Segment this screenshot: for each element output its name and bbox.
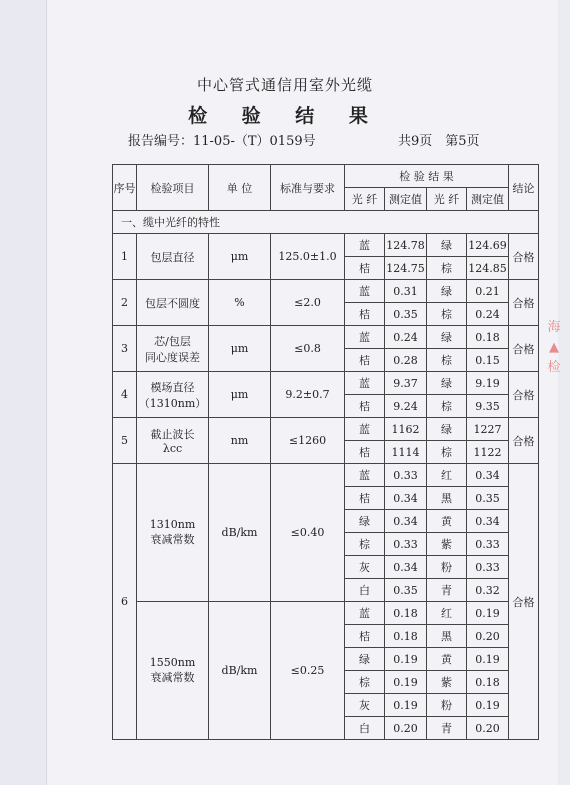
measured-value: 1227 xyxy=(467,418,509,441)
header-item: 检验项目 xyxy=(137,165,209,211)
fiber-color: 黑 xyxy=(427,487,467,510)
standard: 125.0±1.0 xyxy=(271,234,345,280)
measured-value: 0.28 xyxy=(385,349,427,372)
measured-value: 0.18 xyxy=(385,625,427,648)
header-no: 序号 xyxy=(113,165,137,211)
measured-value: 0.15 xyxy=(467,349,509,372)
measured-value: 0.18 xyxy=(467,326,509,349)
unit: nm xyxy=(209,418,271,464)
measured-value: 0.21 xyxy=(467,280,509,303)
header-standard: 标准与要求 xyxy=(271,165,345,211)
measured-value: 0.32 xyxy=(467,579,509,602)
header-unit: 单 位 xyxy=(209,165,271,211)
measured-value: 0.34 xyxy=(385,510,427,533)
fiber-color: 紫 xyxy=(427,671,467,694)
measured-value: 124.78 xyxy=(385,234,427,257)
fiber-color: 棕 xyxy=(427,441,467,464)
measured-value: 0.34 xyxy=(467,510,509,533)
fiber-color: 紫 xyxy=(427,533,467,556)
measured-value: 0.35 xyxy=(385,303,427,326)
fiber-color: 粉 xyxy=(427,694,467,717)
row-number: 6 xyxy=(113,464,137,740)
measured-value: 0.18 xyxy=(467,671,509,694)
standard: ≤1260 xyxy=(271,418,345,464)
fiber-color: 棕 xyxy=(345,671,385,694)
test-item: 包层直径 xyxy=(137,234,209,280)
header-fiber-2: 光 纤 xyxy=(427,188,467,211)
fiber-color: 白 xyxy=(345,717,385,740)
table-row xyxy=(113,234,539,257)
table-row xyxy=(113,280,539,303)
measured-value: 124.85 xyxy=(467,257,509,280)
header-fiber-1: 光 纤 xyxy=(345,188,385,211)
measured-value: 0.20 xyxy=(467,625,509,648)
conclusion: 合格 xyxy=(509,326,539,372)
fiber-color: 棕 xyxy=(427,349,467,372)
document-title: 中心管式通信用室外光缆 xyxy=(196,76,373,94)
report-number: 报告编号：11-05-（T）0159号 xyxy=(128,134,316,149)
unit: % xyxy=(209,280,271,326)
test-item: 1310nm 衰减常数 xyxy=(137,464,209,602)
fiber-color: 黑 xyxy=(427,625,467,648)
fiber-color: 蓝 xyxy=(345,418,385,441)
conclusion: 合格 xyxy=(509,234,539,280)
fiber-color: 桔 xyxy=(345,441,385,464)
fiber-color: 绿 xyxy=(427,418,467,441)
measured-value: 0.19 xyxy=(467,602,509,625)
measured-value: 9.35 xyxy=(467,395,509,418)
test-item: 芯/包层 同心度误差 xyxy=(137,326,209,372)
fiber-color: 棕 xyxy=(427,257,467,280)
stamp-seal: 海 ▲ 检 xyxy=(547,320,561,375)
test-item: 截止波长 λcc xyxy=(137,418,209,464)
measured-value: 0.35 xyxy=(467,487,509,510)
fiber-color: 桔 xyxy=(345,487,385,510)
measured-value: 9.19 xyxy=(467,372,509,395)
measured-value: 0.35 xyxy=(385,579,427,602)
test-item: 模场直径 （1310nm） xyxy=(137,372,209,418)
fiber-color: 棕 xyxy=(427,395,467,418)
fiber-color: 桔 xyxy=(345,303,385,326)
fiber-color: 红 xyxy=(427,602,467,625)
measured-value: 9.37 xyxy=(385,372,427,395)
header-value-2: 测定值 xyxy=(467,188,509,211)
measured-value: 0.19 xyxy=(467,648,509,671)
header-results: 检 验 结 果 xyxy=(345,165,509,188)
measured-value: 0.33 xyxy=(385,464,427,487)
section-title: 一、缆中光纤的特性 xyxy=(113,211,539,234)
fiber-color: 棕 xyxy=(345,533,385,556)
fiber-color: 青 xyxy=(427,717,467,740)
fiber-color: 青 xyxy=(427,579,467,602)
fiber-color: 桔 xyxy=(345,625,385,648)
measured-value: 9.24 xyxy=(385,395,427,418)
fiber-color: 绿 xyxy=(345,510,385,533)
measured-value: 0.20 xyxy=(385,717,427,740)
fiber-color: 棕 xyxy=(427,303,467,326)
fiber-color: 黄 xyxy=(427,648,467,671)
results-table xyxy=(112,164,539,740)
row-number: 1 xyxy=(113,234,137,280)
table-row xyxy=(113,372,539,395)
conclusion: 合格 xyxy=(509,464,539,740)
fiber-color: 蓝 xyxy=(345,326,385,349)
document-subtitle: 检 验 结 果 xyxy=(188,105,382,127)
fiber-color: 绿 xyxy=(427,326,467,349)
row-number: 2 xyxy=(113,280,137,326)
standard: ≤2.0 xyxy=(271,280,345,326)
measured-value: 0.20 xyxy=(467,717,509,740)
measured-value: 1114 xyxy=(385,441,427,464)
measured-value: 0.34 xyxy=(385,487,427,510)
fiber-color: 桔 xyxy=(345,349,385,372)
row-number: 5 xyxy=(113,418,137,464)
table-row xyxy=(113,464,539,487)
measured-value: 0.34 xyxy=(385,556,427,579)
row-number: 3 xyxy=(113,326,137,372)
table-row xyxy=(113,418,539,441)
standard: ≤0.8 xyxy=(271,326,345,372)
fiber-color: 灰 xyxy=(345,694,385,717)
fiber-color: 灰 xyxy=(345,556,385,579)
fiber-color: 绿 xyxy=(345,648,385,671)
measured-value: 1122 xyxy=(467,441,509,464)
header-value-1: 测定值 xyxy=(385,188,427,211)
fiber-color: 绿 xyxy=(427,234,467,257)
fiber-color: 桔 xyxy=(345,395,385,418)
measured-value: 0.19 xyxy=(385,648,427,671)
measured-value: 0.31 xyxy=(385,280,427,303)
unit: μm xyxy=(209,372,271,418)
fiber-color: 蓝 xyxy=(345,602,385,625)
measured-value: 0.33 xyxy=(467,556,509,579)
measured-value: 0.19 xyxy=(385,671,427,694)
measured-value: 124.69 xyxy=(467,234,509,257)
fiber-color: 蓝 xyxy=(345,280,385,303)
test-item: 包层不圆度 xyxy=(137,280,209,326)
measured-value: 0.34 xyxy=(467,464,509,487)
measured-value: 0.33 xyxy=(385,533,427,556)
fiber-color: 绿 xyxy=(427,372,467,395)
measured-value: 1162 xyxy=(385,418,427,441)
conclusion: 合格 xyxy=(509,280,539,326)
measured-value: 0.19 xyxy=(467,694,509,717)
row-number: 4 xyxy=(113,372,137,418)
fiber-color: 蓝 xyxy=(345,234,385,257)
test-item: 1550nm 衰减常数 xyxy=(137,602,209,740)
standard: 9.2±0.7 xyxy=(271,372,345,418)
table-row xyxy=(113,326,539,349)
unit: μm xyxy=(209,234,271,280)
measured-value: 0.19 xyxy=(385,694,427,717)
measured-value: 0.24 xyxy=(385,326,427,349)
fiber-color: 蓝 xyxy=(345,464,385,487)
standard: ≤0.40 xyxy=(271,464,345,602)
measured-value: 0.18 xyxy=(385,602,427,625)
table-row xyxy=(113,602,539,625)
fiber-color: 桔 xyxy=(345,257,385,280)
conclusion: 合格 xyxy=(509,418,539,464)
fiber-color: 红 xyxy=(427,464,467,487)
fiber-color: 白 xyxy=(345,579,385,602)
standard: ≤0.25 xyxy=(271,602,345,740)
unit: μm xyxy=(209,326,271,372)
page-info: 共9页 第5页 xyxy=(398,134,480,149)
unit: dB/km xyxy=(209,602,271,740)
unit: dB/km xyxy=(209,464,271,602)
fiber-color: 黄 xyxy=(427,510,467,533)
measured-value: 0.24 xyxy=(467,303,509,326)
fiber-color: 蓝 xyxy=(345,372,385,395)
measured-value: 124.75 xyxy=(385,257,427,280)
fiber-color: 粉 xyxy=(427,556,467,579)
header-conclusion: 结论 xyxy=(509,165,539,211)
conclusion: 合格 xyxy=(509,372,539,418)
measured-value: 0.33 xyxy=(467,533,509,556)
fiber-color: 绿 xyxy=(427,280,467,303)
